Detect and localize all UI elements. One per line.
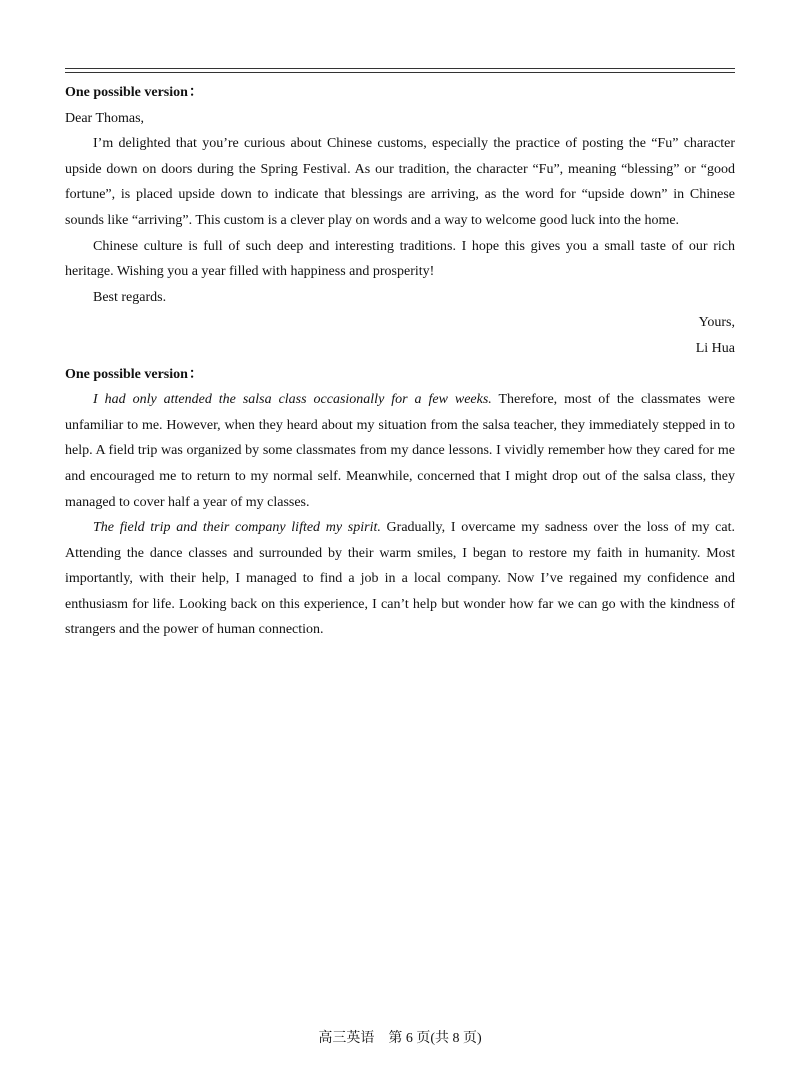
- letter-heading-text: One possible version: [65, 85, 188, 100]
- continuation-p1-opening-sentence: I had only attended the salsa class occasionally for a few weeks.: [93, 392, 492, 408]
- letter-closing: Best regards.: [93, 289, 167, 305]
- continuation-heading: [65, 362, 735, 388]
- header-rule-bottom: [65, 72, 735, 73]
- letter-signoff: Yours,: [698, 315, 735, 331]
- continuation-p1-body: Therefore, most of the classmates were unfamiliar to me. However, when they heard about my situation from the salsa teacher, they immediately stepped in to help. A field trip was organized by some classmates from my dance lessons. I vividly remember how they cared for me and encouraged me to return to my normal self. Meanwhile, concerned that I might drop out of the salsa class, they managed to cover half a year of my classes.: [65, 392, 735, 510]
- header-rule-top: [65, 68, 735, 69]
- page-footer: 高三英语 第 6 页(共 8 页): [318, 1031, 482, 1046]
- letter-paragraph-1: I’m delighted that you’re curious about Chinese customs, especially the practice of posting the “Fu” character upside down on doors during the Spring Festival. As our tradition, the character “Fu”, meaning “blessing” or “good fortune”, is placed upside down to indicate that blessings are arriving, as the word for “upside down” in Chinese sounds like “arriving”. This custom is a clever play on words and a way to welcome good luck into the home.: [65, 136, 735, 228]
- letter-heading-colon: ：: [188, 85, 203, 100]
- continuation-p2-body: Gradually, I overcame my sadness over the loss of my cat. Attending the dance classes and surrounded by their warm smiles, I began to restore my faith in humanity. Most importantly, with their help, I managed to find a job in a local company. Now I’ve regained my confidence and enthusiasm for life. Looking back on this experience, I can’t help but wonder how far we can go with the kindness of strangers and the power of human connection.: [65, 520, 735, 638]
- letter-paragraph-2: Chinese culture is full of such deep and interesting traditions. I hope this gives you a small taste of our rich heritage. Wishing you a year filled with happiness and prosperity!: [65, 238, 735, 280]
- continuation-heading-text: One possible version: [65, 366, 188, 382]
- continuation-paragraph-1: [65, 387, 735, 515]
- answer-content: [65, 80, 735, 643]
- continuation-p2-opening-sentence: The field trip and their company lifted my spirit.: [93, 520, 381, 536]
- continuation-paragraph-2: [65, 515, 735, 643]
- letter-heading: [65, 80, 735, 106]
- letter-signature: Li Hua: [695, 340, 735, 356]
- letter-salutation: Dear Thomas,: [65, 110, 145, 126]
- continuation-heading-colon: ：: [188, 366, 203, 382]
